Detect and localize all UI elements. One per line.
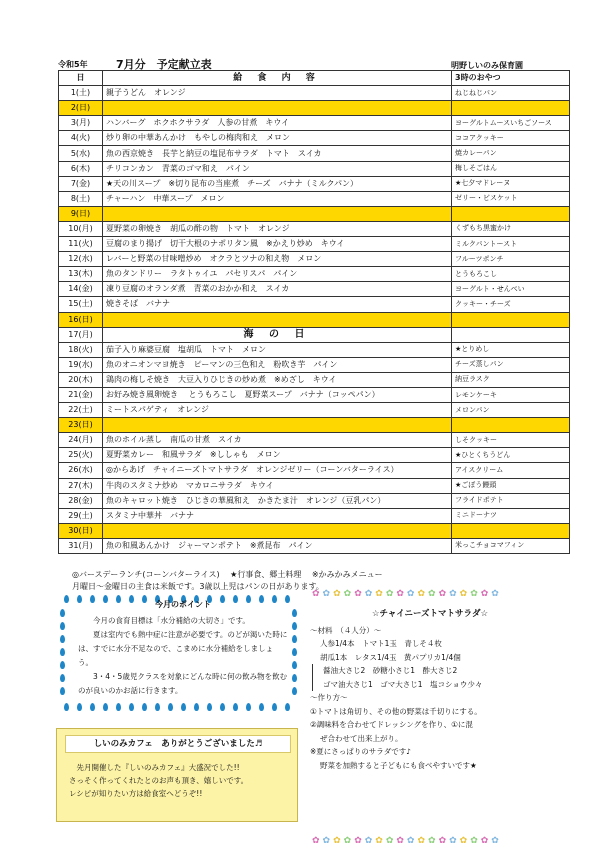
water-drop-icon (60, 609, 65, 617)
day-cell: 18(火) (59, 342, 103, 357)
flower-icon: ✿ (364, 589, 373, 599)
water-drop-icon (168, 703, 173, 711)
day-cell: 30(日) (59, 523, 103, 538)
lunch-cell: 魚の和風あんかけ ジャーマンポテト ※煮昆布 パイン (103, 538, 452, 553)
snack-cell: フライドポテト (452, 493, 570, 508)
table-row (59, 252, 570, 267)
snack-cell: レモンケーキ (452, 387, 570, 402)
day-cell: 19(水) (59, 357, 103, 372)
flower-icon: ✿ (438, 836, 447, 846)
day-cell: 24(月) (59, 433, 103, 448)
monthly-point-box (78, 598, 288, 698)
day-cell: 10(月) (59, 221, 103, 236)
flower-icon: ✿ (459, 589, 468, 599)
day-cell: 11(火) (59, 237, 103, 252)
water-drop-icon (292, 635, 297, 643)
lunch-cell (103, 418, 452, 433)
day-cell: 22(土) (59, 403, 103, 418)
lunch-cell: 炒り卵の中華あんかけ もやしの梅肉和え メロン (103, 131, 452, 146)
snack-cell: ゼリー・ビスケット (452, 191, 570, 206)
day-cell: 27(木) (59, 478, 103, 493)
flower-icon: ✿ (322, 589, 331, 599)
day-cell: 23(日) (59, 418, 103, 433)
table-row (59, 267, 570, 282)
flower-icon: ✿ (491, 589, 499, 599)
method-step: ①トマトは角切り、その他の野菜は千切りにする。 (310, 706, 482, 716)
day-cell: 31(月) (59, 538, 103, 553)
snack-cell: ★ひとくちうどん (452, 448, 570, 463)
day-cell: 13(木) (59, 267, 103, 282)
snack-cell: ヨーグルト・せんべい (452, 282, 570, 297)
day-cell: 17(月) (59, 327, 103, 342)
lunch-cell: 牛肉のスタミナ炒め マカロニサラダ キウイ (103, 478, 452, 493)
day-cell: 20(木) (59, 372, 103, 387)
snack-cell: ミニドーナツ (452, 508, 570, 523)
lunch-cell: レバーと野菜の甘味噌炒め オクラとツナの和え物 メロン (103, 252, 452, 267)
lunch-cell: 魚の西京焼き 長芋と納豆の塩昆布サラダ トマト スイカ (103, 146, 452, 161)
table-row (59, 387, 570, 402)
lunch-cell: 茄子入り麻婆豆腐 塩胡瓜 トマト メロン (103, 342, 452, 357)
school-name: 明野しいのみ保育園 (451, 61, 523, 70)
flower-icon: ✿ (312, 836, 320, 846)
day-cell: 1(土) (59, 86, 103, 101)
table-row (59, 146, 570, 161)
lunch-cell: 鶏肉の梅しそ焼き 大豆入りひじきの炒め煮 ※めざし キウイ (103, 372, 452, 387)
lunch-cell: スタミナ中華丼 バナナ (103, 508, 452, 523)
cafe-box (56, 728, 298, 822)
lunch-cell (103, 101, 452, 116)
day-cell: 4(火) (59, 131, 103, 146)
water-drop-icon (292, 648, 297, 656)
snack-cell: アイスクリーム (452, 463, 570, 478)
flower-icon: ✿ (417, 589, 426, 599)
staple-note: 月曜日～金曜日の主食は米飯です。3歳以上児はパンの日があります。 (72, 582, 324, 591)
lunch-cell: チリコンカン 青菜のゴマ和え パイン (103, 161, 452, 176)
snack-cell (452, 312, 570, 327)
flower-icon: ✿ (343, 589, 352, 599)
table-row (59, 161, 570, 176)
lunch-cell: ★天の川スープ ※切り昆布の当座煮 チーズ バナナ（ミルクパン） (103, 176, 452, 191)
day-cell: 7(金) (59, 176, 103, 191)
lunch-cell: お好み焼き風卵焼き とうもろこし 夏野菜スープ バナナ（コッペパン） (103, 387, 452, 402)
flower-border-bottom (312, 836, 550, 846)
lunch-cell: ハンバーグ ホクホクサラダ 人参の甘煮 キウイ (103, 116, 452, 131)
snack-cell (452, 418, 570, 433)
flower-icon: ✿ (480, 836, 489, 846)
table-row (59, 433, 570, 448)
ingredient-line: 胡瓜1本 レタス1/4玉 黄パプリカ1/4個 (320, 652, 461, 662)
flower-icon: ✿ (354, 589, 362, 599)
flower-icon: ✿ (375, 836, 383, 846)
legend-line: ◎バースデーランチ(コーンバターライス) ★行事食、郷土料理 ※かみかみメニュー (72, 570, 383, 579)
flower-icon: ✿ (333, 589, 341, 599)
table-row (59, 493, 570, 508)
flower-icon: ✿ (406, 836, 415, 846)
ingredient-line: 人参1/4本 トマト1玉 青しそ４枚 (320, 639, 442, 648)
snack-cell: 納豆ラスク (452, 372, 570, 387)
sunday-row (59, 101, 570, 116)
day-cell: 8(土) (59, 191, 103, 206)
flower-border-top (312, 589, 550, 599)
water-drop-icon (64, 703, 69, 711)
lunch-cell: 魚のオニオンマヨ焼き ピーマンの三色和え 粉吹き芋 パイン (103, 357, 452, 372)
sunday-row (59, 523, 570, 538)
day-cell: 21(金) (59, 387, 103, 402)
menu-table (58, 70, 570, 554)
method-note: 野菜を加熱すると子どもにも食べやすいです★ (320, 760, 477, 770)
day-cell: 26(水) (59, 463, 103, 478)
seasoning-line: ゴマ油大さじ1 ゴマ大さじ1 塩コショウ少々 (312, 678, 550, 692)
method-step: ②調味料を合わせてドレッシングを作り、①に混 (310, 720, 473, 729)
header-day: 日 (59, 71, 103, 86)
table-row (59, 131, 570, 146)
lunch-cell: 魚のタンドリー ラタトゥイユ パセリスパ パイン (103, 267, 452, 282)
water-drop-icon (181, 703, 186, 711)
snack-cell: とうもろこし (452, 267, 570, 282)
point-paragraph-summer: 夏は室内でも熱中症に注意が必要です。のどが渇いた時には、すでに水分不足なので、こまめに水分補給をしましょう。 (78, 630, 288, 667)
water-drop-icon (90, 703, 95, 711)
water-drop-icon (60, 635, 65, 643)
table-row (59, 191, 570, 206)
flower-icon: ✿ (354, 836, 362, 846)
day-cell: 5(水) (59, 146, 103, 161)
water-drop-icon (194, 703, 199, 711)
ingredients-heading: ～材料 （４人分）～ (310, 625, 382, 635)
lunch-cell: 魚のホイル蒸し 南瓜の甘煮 スイカ (103, 433, 452, 448)
water-drop-icon (292, 661, 297, 669)
day-cell: 15(土) (59, 297, 103, 312)
water-drop-icon (116, 703, 121, 711)
table-row (59, 176, 570, 191)
flower-icon: ✿ (312, 589, 320, 599)
water-drop-icon (60, 622, 65, 630)
table-header-row (59, 71, 570, 86)
water-drop-icon (292, 609, 297, 617)
table-row (59, 538, 570, 553)
table-row (59, 282, 570, 297)
snack-cell (452, 523, 570, 538)
flower-icon: ✿ (428, 836, 436, 846)
water-drop-icon (220, 703, 225, 711)
flower-icon: ✿ (406, 589, 415, 599)
point-paragraph-goal: 今月の食育目標は「水分補給の大切さ」です。 (93, 616, 250, 625)
flower-icon: ✿ (491, 836, 499, 846)
menu-body (59, 86, 570, 554)
flower-icon: ✿ (385, 836, 394, 846)
table-row (59, 357, 570, 372)
cafe-line: レシピが知りたい方は給食室へどうぞ!! (69, 789, 203, 798)
table-row (59, 478, 570, 493)
flower-icon: ✿ (396, 589, 404, 599)
snack-cell: しそクッキー (452, 433, 570, 448)
water-drop-icon (64, 595, 69, 603)
day-cell: 16(日) (59, 312, 103, 327)
snack-cell: 焼カレーパン (452, 146, 570, 161)
lunch-cell: 豆腐のまり揚げ 切干大根のナポリタン風 ※かえり炒め キウイ (103, 237, 452, 252)
flower-icon: ✿ (333, 836, 341, 846)
snack-cell: くずもち黒蜜かけ (452, 221, 570, 236)
sunday-row (59, 418, 570, 433)
flower-icon: ✿ (364, 836, 373, 846)
snack-cell: ココアクッキー (452, 131, 570, 146)
flower-icon: ✿ (417, 836, 426, 846)
lunch-cell: ミートスパゲティ オレンジ (103, 403, 452, 418)
water-drop-icon (155, 703, 160, 711)
day-cell: 14(金) (59, 282, 103, 297)
day-cell: 3(月) (59, 116, 103, 131)
menu-title: 7月分 予定献立表 (116, 58, 212, 71)
cafe-line: さっそく作ってくれたとのお声も頂き、嬉しいです。 (69, 776, 249, 785)
header-lunch: 給 食 内 容 (103, 71, 452, 86)
snack-cell (452, 327, 570, 342)
day-cell: 2(日) (59, 101, 103, 116)
flower-icon: ✿ (375, 589, 383, 599)
recipe-box (310, 608, 550, 772)
water-drop-icon (292, 687, 297, 695)
flower-icon: ✿ (438, 589, 447, 599)
cafe-title: しいのみカフェ ありがとうございました♬ (65, 735, 291, 753)
water-drop-icon (233, 703, 238, 711)
snack-cell: 梅しそごはん (452, 161, 570, 176)
table-row (59, 448, 570, 463)
point-paragraph-talk: 3・4・5歳児クラスを対象にどんな時に何の飲み物を飲むのが良いのかお話に行きます。 (78, 672, 288, 695)
flower-icon: ✿ (385, 589, 394, 599)
snack-cell: ねじねじパン (452, 86, 570, 101)
flower-icon: ✿ (322, 836, 331, 846)
water-drop-icon (77, 703, 82, 711)
sunday-row (59, 312, 570, 327)
table-row (59, 297, 570, 312)
recipe-title: ☆チャイニーズトマトサラダ☆ (371, 609, 489, 619)
water-drop-icon (272, 703, 277, 711)
snack-cell: ★ごぼう饅頭 (452, 478, 570, 493)
flower-icon: ✿ (449, 589, 457, 599)
lunch-cell (103, 523, 452, 538)
day-cell: 29(土) (59, 508, 103, 523)
flower-icon: ✿ (459, 836, 468, 846)
flower-icon: ✿ (470, 589, 478, 599)
water-drop-icon (103, 703, 108, 711)
water-drop-icon (207, 703, 212, 711)
water-drop-icon (60, 661, 65, 669)
cafe-line: 先月開催した『しいのみカフェ』大盛況でした!! (76, 763, 240, 772)
snack-cell: ミルクパントースト (452, 237, 570, 252)
water-drop-icon (285, 703, 290, 711)
method-note: ※夏にさっぱりのサラダです♪ (310, 747, 411, 756)
flower-icon: ✿ (480, 589, 489, 599)
seasoning-line: 醤油大さじ2 砂糖小さじ1 酢大さじ2 (312, 664, 550, 678)
snack-cell: ★とりめし (452, 342, 570, 357)
lunch-cell: 海 の 日 (103, 327, 452, 342)
table-row (59, 86, 570, 101)
day-cell: 12(水) (59, 252, 103, 267)
table-row (59, 116, 570, 131)
water-drop-icon (259, 703, 264, 711)
snack-cell (452, 206, 570, 221)
day-cell: 9(日) (59, 206, 103, 221)
water-drop-icon (142, 703, 147, 711)
header-snack: 3時のおやつ (452, 71, 570, 86)
table-row (59, 237, 570, 252)
lunch-cell: 夏野菜の卵焼き 胡瓜の酢の物 トマト オレンジ (103, 221, 452, 236)
document-header (58, 56, 548, 70)
era-label: 令和5年 (58, 60, 88, 69)
lunch-cell: 焼きそば バナナ (103, 297, 452, 312)
snack-cell: メロンパン (452, 403, 570, 418)
water-drop-icon (292, 674, 297, 682)
flower-icon: ✿ (428, 589, 436, 599)
point-title: 今月のポイント (155, 600, 211, 609)
flower-icon: ✿ (396, 836, 404, 846)
lunch-cell (103, 312, 452, 327)
lunch-cell: 凍り豆腐のオランダ煮 青菜のおかか和え スイカ (103, 282, 452, 297)
water-drop-icon (60, 648, 65, 656)
table-row (59, 342, 570, 357)
flower-icon: ✿ (343, 836, 352, 846)
snack-cell: ヨーグルトムースいちごソース (452, 116, 570, 131)
method-step: ぜ合わせて出来上がり。 (320, 733, 403, 743)
water-drop-icon (246, 703, 251, 711)
day-cell: 28(金) (59, 493, 103, 508)
water-drop-icon (60, 674, 65, 682)
water-drop-icon (292, 622, 297, 630)
lunch-cell: 親子うどん オレンジ (103, 86, 452, 101)
flower-icon: ✿ (470, 836, 478, 846)
snack-cell: 米っこチョコマフィン (452, 538, 570, 553)
lunch-cell (103, 206, 452, 221)
holiday-row (59, 327, 570, 342)
sunday-row (59, 206, 570, 221)
table-row (59, 463, 570, 478)
snack-cell: チーズ蒸しパン (452, 357, 570, 372)
day-cell: 6(木) (59, 161, 103, 176)
water-drop-icon (129, 703, 134, 711)
lunch-cell: 魚のキャロット焼き ひじきの華風和え かきたま汁 オレンジ（豆乳パン） (103, 493, 452, 508)
lunch-cell: 夏野菜カレー 和風サラダ ※ししゃも メロン (103, 448, 452, 463)
snack-cell (452, 101, 570, 116)
water-drop-icon (60, 687, 65, 695)
lunch-cell: チャーハン 中華スープ メロン (103, 191, 452, 206)
table-row (59, 372, 570, 387)
table-row (59, 508, 570, 523)
table-row (59, 403, 570, 418)
snack-cell: クッキー・チーズ (452, 297, 570, 312)
method-heading: ～作り方～ (310, 693, 348, 702)
table-row (59, 221, 570, 236)
snack-cell: フルーツポンチ (452, 252, 570, 267)
snack-cell: ★七夕マドレーヌ (452, 176, 570, 191)
day-cell: 25(火) (59, 448, 103, 463)
lunch-cell: ◎からあげ チャイニーズトマトサラダ オレンジゼリー（コーンバターライス） (103, 463, 452, 478)
flower-icon: ✿ (449, 836, 457, 846)
